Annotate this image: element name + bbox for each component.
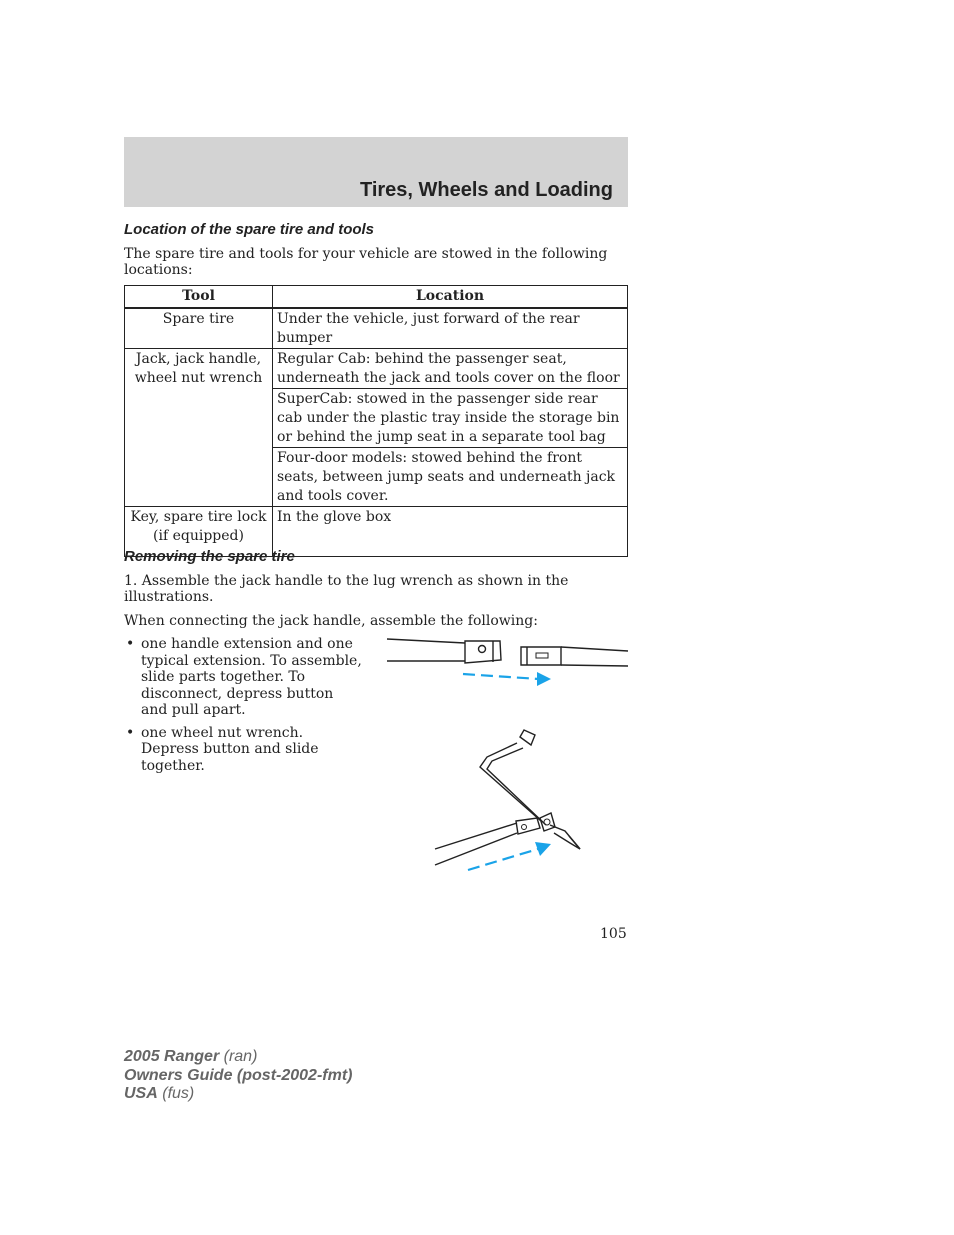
step-1-text: 1. Assemble the jack handle to the lug wrench as shown in the illustrations. — [124, 573, 569, 605]
footer-model-code: (ran) — [223, 1048, 258, 1065]
assemble-intro: When connecting the jack handle, assemble the following: — [124, 613, 538, 629]
header-band — [124, 137, 628, 207]
footer-region: USA — [124, 1085, 158, 1102]
list-item: • one wheel nut wrench. Depress button and slide together. — [124, 725, 364, 775]
column-header-location: Location — [273, 286, 628, 309]
wheel-nut-wrench-illustration — [432, 725, 587, 877]
location-cell: Four-door models: stowed behind the front seats, between jump seats and underneath jack and tools cover. — [273, 448, 628, 507]
location-cell: Regular Cab: behind the passenger seat, underneath the jack and tools cover on the floor — [273, 349, 628, 389]
removing-heading: Removing the spare tire — [124, 548, 295, 565]
list-item: • one handle extension and one typical extension. To assemble, slide parts together. To disconnect, depress button and pull apart. — [124, 636, 364, 719]
handle-extension-illustration — [385, 630, 630, 692]
tool-cell: Key, spare tire lock (if equipped) — [125, 507, 273, 557]
page-number: 105 — [600, 926, 627, 942]
tools-table — [124, 285, 628, 557]
column-header-tool: Tool — [125, 286, 273, 309]
table-row — [125, 349, 628, 389]
bullet-list — [124, 636, 364, 780]
page-title: Tires, Wheels and Loading — [359, 179, 613, 201]
location-cell: In the glove box — [273, 507, 628, 557]
footer — [124, 1048, 352, 1104]
table-row — [125, 308, 628, 349]
tool-cell: Spare tire — [125, 308, 273, 349]
footer-model: 2005 Ranger — [124, 1048, 220, 1065]
location-intro: The spare tire and tools for your vehicle are stowed in the following locations: — [124, 246, 608, 278]
tool-cell: Jack, jack handle, wheel nut wrench — [125, 349, 273, 507]
table-header-row — [125, 286, 628, 309]
footer-region-code: (fus) — [162, 1085, 195, 1102]
location-heading: Location of the spare tire and tools — [124, 221, 375, 238]
location-cell: Under the vehicle, just forward of the rear bumper — [273, 308, 628, 349]
location-cell: SuperCab: stowed in the passenger side rear cab under the plastic tray inside the storage bin or behind the jump seat in a separate tool bag — [273, 389, 628, 448]
footer-guide: Owners Guide (post-2002-fmt) — [124, 1066, 353, 1084]
